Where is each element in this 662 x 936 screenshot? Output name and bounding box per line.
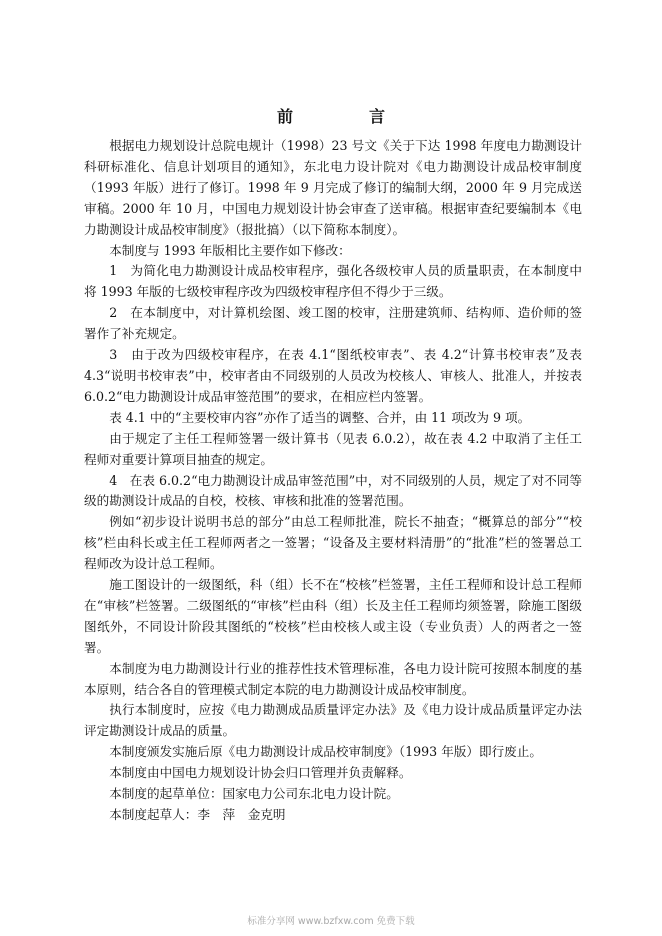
paragraph: 本制度起草人：李 萍 金克明 <box>109 807 286 822</box>
paragraph: 2 在本制度中，对计算机绘图、竣工图的校审，注册建筑师、结构师、造价师的签署作了补充规定。 <box>84 305 582 342</box>
paragraph: 本制度的起草单位：国家电力公司东北电力设计院。 <box>109 786 399 802</box>
paragraph: 根据电力规划设计总院电规计（1998）23 号文《关于下达 1998 年度电力勘测设计科研标准化、信息计划项目的通知》，东北电力设计院对《电力勘测设计成品校审制度（1993 年版）进行了修订。1998 年 9 月完成了修订的编制大纲，2000 年 9 月完成送审稿。2000 年 10 月，中国电力规划设计协会审查了送审稿。根据审查纪要编制本《电力勘测设计成品校审制度》（报批搞）（以下简称本制度）。 <box>84 138 582 237</box>
paragraph: 表 4.1 中的“主要校审内容”亦作了适当的调整、合并，由 11 项改为 9 项。 <box>109 409 531 425</box>
paragraph: 1 为简化电力勘测设计成品校审程序，强化各级校审人员的质量职责，在本制度中将 1993 年版的七级校审程序改为四级校审程序但不得少于三级。 <box>84 263 582 300</box>
page-title: 前 言 <box>276 107 415 126</box>
document-body <box>84 136 582 826</box>
paragraph: 执行本制度时，应按《电力勘测成品质量评定办法》及《电力设计成品质量评定办法评定勘测设计成品的质量。 <box>84 702 582 739</box>
paragraph: 本制度与 1993 年版相比主要作如下修改： <box>109 242 351 258</box>
paragraph: 施工图设计的一级图纸，科（组）长不在“校核”栏签署，主任工程师和设计总工程师在“审核”栏签署。二级图纸的“审核”栏由科（组）长及主任工程师均须签署，除施工图级图纸外，不同设计阶段其图纸的“校核”栏由校核人或主设（专业负责）人的两者之一签署。 <box>84 577 582 655</box>
paragraph: 3 由于改为四级校审程序，在表 4.1“图纸校审表”、表 4.2“计算书校审表”及表 4.3“说明书校审表”中，校审者由不同级别的人员改为校核人、审核人、批准人，并按表 6.0.2“电力勘测设计成品审签范围”的要求，在相应栏内签署。 <box>84 347 582 404</box>
paragraph: 例如“初步设计说明书总的部分”由总工程师批准，院长不抽查；“概算总的部分”“校核”栏由科长或主任工程师两者之一签署；“设备及主要材料清册”的“批准”栏的签署总工程师改为设计总工程师。 <box>84 514 582 572</box>
paragraph: 由于规定了主任工程师签署一级计算书（见表 6.0.2），故在表 4.2 中取消了主任工程师对重要计算项目抽查的规定。 <box>84 430 582 467</box>
paragraph: 4 在表 6.0.2“电力勘测设计成品审签范围”中，对不同级别的人员，规定了对不同等级的勘测设计成品的自校，校核、审核和批准的签署范围。 <box>84 472 582 509</box>
footer-watermark: 标准分享网 www.bzfxw.com 免费下载 <box>247 916 415 927</box>
paragraph: 本制度为电力勘测设计行业的推荐性技术管理标准，各电力设计院可按照本制度的基本原则，结合各自的管理模式制定本院的电力勘测设计成品校审制度。 <box>84 660 582 697</box>
paragraph: 本制度颁发实施后原《电力勘测设计成品校审制度》（1993 年版）即行废止。 <box>109 744 542 760</box>
paragraph: 本制度由中国电力规划设计协会归口管理并负责解释。 <box>109 765 412 781</box>
